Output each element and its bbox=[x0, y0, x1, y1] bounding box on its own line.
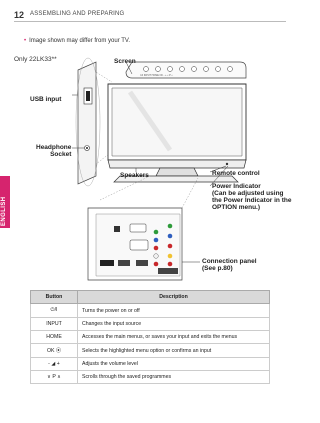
button-description-table bbox=[30, 290, 270, 384]
power-indicator-line4: OPTION menu.) bbox=[212, 204, 261, 211]
svg-text:⏻/I INPUT HOME OK - + ∨: ⏻/I INPUT HOME OK - + ∨ P ∧ bbox=[140, 74, 173, 77]
button-cell: - ◢ + bbox=[31, 358, 78, 371]
description-cell: Accesses the main menus, or saves your input and exits the menus bbox=[78, 331, 270, 344]
button-cell: HOME bbox=[31, 331, 78, 344]
bullet-icon: • bbox=[24, 38, 27, 44]
tv-side-panel bbox=[78, 62, 96, 184]
headphone-socket-label bbox=[36, 144, 71, 158]
button-cell: ⏻/I bbox=[31, 304, 78, 318]
description-cell: Scrolls through the saved programmes bbox=[78, 371, 270, 384]
tv-control-strip bbox=[126, 62, 246, 78]
power-indicator-line1: Power Indicator bbox=[212, 183, 261, 190]
speakers-label: Speakers bbox=[120, 172, 149, 179]
side-tab-label: ENGLISH bbox=[1, 196, 7, 226]
connection-panel-label bbox=[202, 258, 257, 272]
image-note-text: Image shown may differ from your TV. bbox=[29, 38, 131, 44]
description-cell: Changes the input source bbox=[78, 318, 270, 331]
column-header-description: Description bbox=[78, 291, 270, 304]
model-note: Only 22LK33** bbox=[14, 56, 57, 63]
screen-label: Screen bbox=[114, 58, 136, 65]
tv-body bbox=[108, 84, 246, 182]
table-header-row bbox=[31, 291, 270, 304]
headphone-label-line1: Headphone bbox=[36, 144, 72, 151]
description-cell: Turns the power on or off bbox=[78, 304, 270, 318]
button-cell: ∨ P ∧ bbox=[31, 371, 78, 384]
button-cell: OK ⦿ bbox=[31, 344, 78, 358]
description-cell: Adjusts the volume level bbox=[78, 358, 270, 371]
description-cell: Selects the highlighted menu option or confirms an input bbox=[78, 344, 270, 358]
remote-control-label: Remote control bbox=[212, 170, 260, 177]
connection-panel-line2: (See p.80) bbox=[202, 265, 233, 272]
table-row bbox=[31, 358, 270, 371]
connection-panel bbox=[88, 208, 182, 280]
button-cell: INPUT bbox=[31, 318, 78, 331]
table-row bbox=[31, 331, 270, 344]
column-header-button: Button bbox=[31, 291, 78, 304]
power-indicator-label bbox=[212, 183, 291, 211]
table-row bbox=[31, 344, 270, 358]
page-number: 12 bbox=[14, 10, 25, 20]
usb-input-label: USB input bbox=[30, 96, 62, 103]
section-title: ASSEMBLING AND PREPARING bbox=[30, 11, 125, 17]
table-row bbox=[31, 318, 270, 331]
power-indicator-line3: the Power Indicator in the bbox=[212, 197, 292, 204]
connection-panel-line1: Connection panel bbox=[202, 258, 257, 265]
table-row bbox=[31, 371, 270, 384]
headphone-label-line2: Socket bbox=[50, 151, 72, 158]
table-row bbox=[31, 304, 270, 318]
power-indicator-line2: (Can be adjusted using bbox=[212, 190, 284, 197]
